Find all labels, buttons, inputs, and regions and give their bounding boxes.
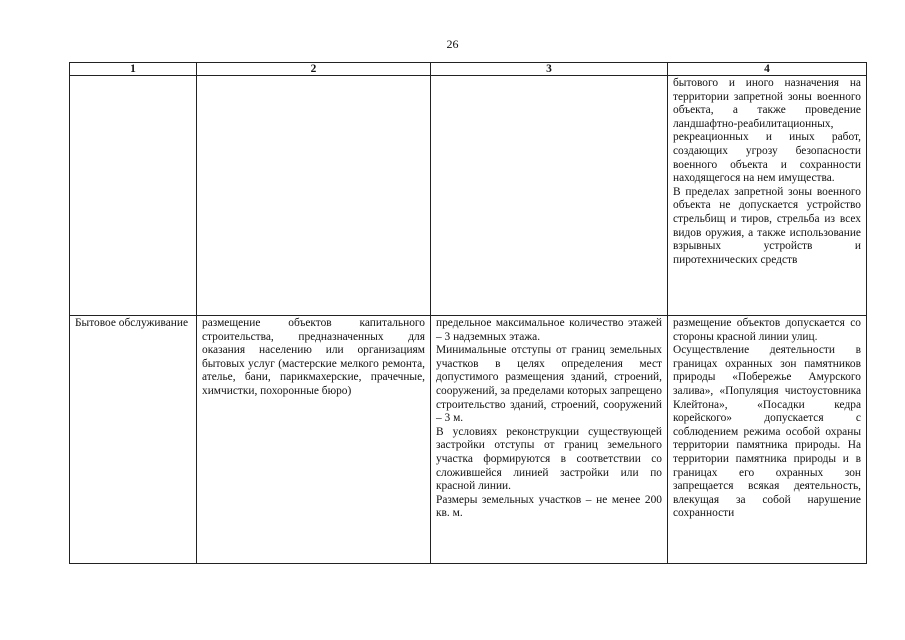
header-cell-1: 1: [70, 63, 197, 76]
header-cell-2: 2: [197, 63, 431, 76]
header-cell-3: 3: [431, 63, 668, 76]
table-header-row: [70, 63, 867, 76]
parameter-paragraph: Размеры земельных участков – не менее 200 кв. м.: [436, 493, 662, 520]
parameters-cell: [431, 316, 668, 564]
regulations-table: [69, 62, 867, 564]
row1-col4-paragraph: В пределах запретной зоны военного объекта не допускается устройство стрельбищ и тиров, стрельба из всех видов оружия, а также использование взрывных устройств и пиротехнических средств: [673, 185, 861, 266]
restrictions-cell: [668, 316, 867, 564]
row1-col1-cell: [70, 76, 197, 316]
header-cell-4: 4: [668, 63, 867, 76]
parameter-paragraph: В условиях реконструкции существующей застройки отступы от границ земельного участка формируются в соответствии со сложившейся линией застройки или по красной линии.: [436, 425, 662, 493]
restriction-paragraph: размещение объектов допускается со стороны красной линии улиц.: [673, 317, 861, 343]
use-type-cell: Бытовое обслуживание: [70, 316, 197, 564]
parameter-paragraph: Минимальные отступы от границ земельных участков в целях определения мест допустимого размещения зданий, строений, сооружений, за пределами которых запрещено строительство зданий, строений, сооружений – 3 м.: [436, 344, 662, 425]
row1-col2-cell: [197, 76, 431, 316]
use-description-cell: размещение объектов капитального строительства, предназначенных для оказания населению или организациям бытовых услуг (мастерские мелкого ремонта, ателье, бани, парикмахерские, прачечные, химчистки, похоронные бюро): [197, 316, 431, 564]
parameter-paragraph: предельное максимальное количество этажей – 3 надземных этажа.: [436, 317, 662, 343]
restriction-paragraph: Осуществление деятельности в границах охранных зон памятников природы «Побережье Амурского залива», «Популяция чистоустовника Клейтона», «Посадки кедра корейского» допускается с соблюдением режима особой охраны территории памятника природы. На территории памятника природы и в границах его охранных зон запрещается всякая деятельность, влекущая за собой нарушение сохранности: [673, 344, 861, 520]
row1-col4-paragraph: бытового и иного назначения на территории запретной зоны военного объекта, а также проведение ландшафтно-реабилитационных, рекреационных и иных работ, создающих угрозу безопасности военного объекта и сохранности находящегося на нем имущества.: [673, 77, 861, 185]
table-row: [70, 316, 867, 564]
page-number: 26: [446, 37, 459, 51]
row1-col3-cell: [431, 76, 668, 316]
table-row: [70, 76, 867, 316]
row1-col4-cell: [668, 76, 867, 316]
